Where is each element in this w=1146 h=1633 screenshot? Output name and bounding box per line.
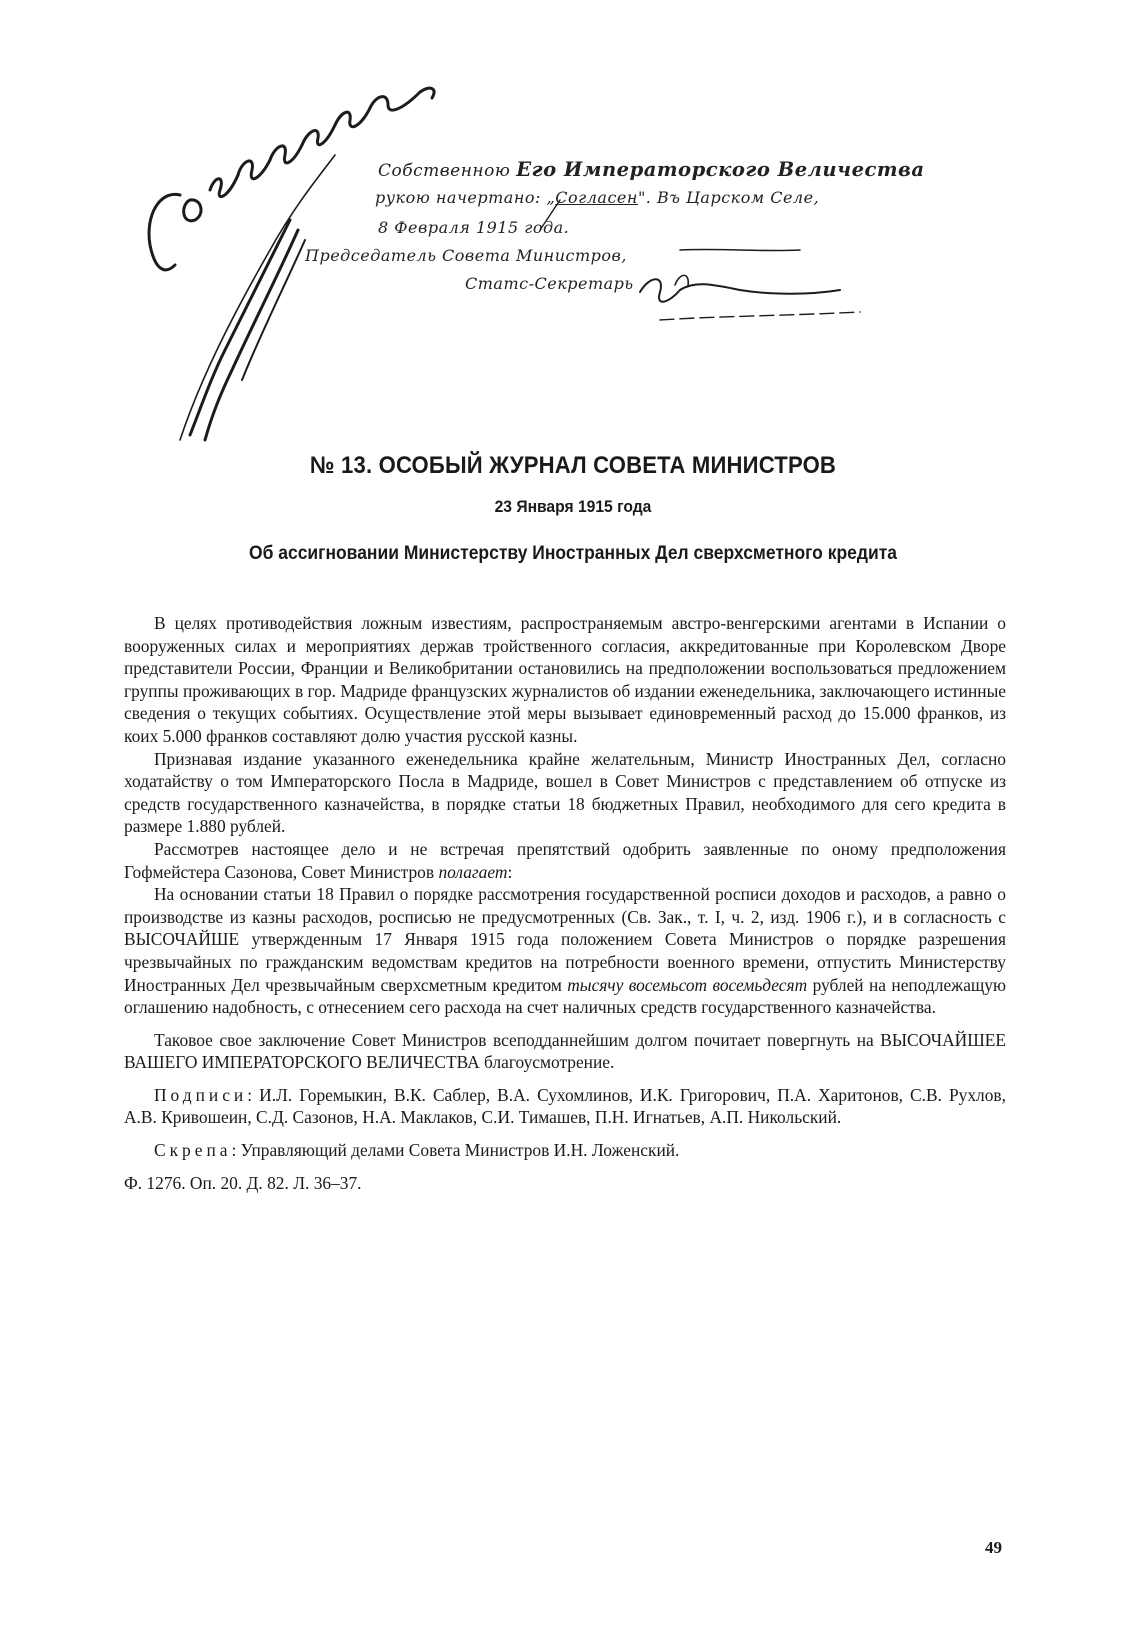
- archive-source: Ф. 1276. Оп. 20. Д. 82. Л. 36–37.: [124, 1172, 362, 1193]
- resolution-line-4: Председатель Совета Министров,: [305, 246, 627, 265]
- document-title: № 13. ОСОБЫЙ ЖУРНАЛ СОВЕТА МИНИСТРОВ: [309, 452, 837, 479]
- signatures: [124, 1084, 1006, 1129]
- paragraph-4-emph: тысячу восемьсот восемьдесят: [567, 974, 808, 995]
- resolution-line-1: [378, 158, 925, 181]
- resolution-line-2-suffix: ". Въ Царском Селе,: [637, 188, 820, 207]
- page-number: 49: [985, 1538, 1002, 1557]
- paragraph-3: [124, 838, 1006, 883]
- resolution-line-1-emph: Его Императорского Величества: [516, 158, 925, 181]
- skrepa-label: Скрепа: [154, 1140, 232, 1161]
- paragraph-1: В целях противодействия ложным известиям, распространяемым австро-венгерскими агентами в Испании о вооруженных силах и мероприятиях держав тройственного согласия, аккредитованные при Королевском Дворе представители России, Франции и Великобритании остановились на предположении воспользоваться предложением группы проживающих в гор. Мадриде французских журналистов об издании еженедельника, заключающего истинные сведения о текущих событиях. Осуществление этой меры вызывает единовременный расход до 15.000 франков, из коих 5.000 франков составляют долю участия русской казны.: [124, 613, 1006, 746]
- skrepa: [124, 1139, 1006, 1162]
- resolution-line-3: 8 Февраля 1915 года.: [378, 218, 570, 237]
- resolution-line-1-prefix: Собственною: [378, 161, 511, 181]
- paragraph-3-emph: полагает: [438, 861, 508, 882]
- document-subject: Об ассигновании Министерству Иностранных Дел сверхсметного кредита: [249, 543, 897, 564]
- paragraph-4: [124, 883, 1006, 1019]
- signatures-label: Подписи: [154, 1084, 248, 1105]
- paragraph-3-end: :: [507, 861, 513, 882]
- document-date: 23 Января 1915 года: [494, 497, 652, 516]
- resolution-line-2-prefix: рукою начертано: „: [375, 188, 556, 207]
- skrepa-text: : Управляющий делами Совета Министров И.Н. Ложенский.: [231, 1140, 680, 1161]
- paragraph-5: Таковое свое заключение Совет Министров всеподданнейшим долгом почитает повергнуть на ВЫСОЧАЙШЕЕ ВАШЕГО ИМПЕРАТОРСКОГО ВЕЛИЧЕСТВА благоусмотрение.: [124, 1029, 1006, 1073]
- handwritten-resolution: [120, 80, 925, 460]
- resolution-line-5: Статс-Секретарь: [465, 274, 634, 293]
- paragraph-4-text: На основании статьи 18 Правил о порядке рассмотрения государственной росписи доходов и расходов, а равно о производстве из казны расходов, росписью не предусмотренных (Св. Зак., т. I, ч. 2, изд. 1906 г.), и в согласность с ВЫСОЧАЙШЕ утвержденным 17 Января 1915 года положением Совета Министров о порядке разрешения чрезвычайных по гражданским ведомствам кредитов на потребности военного времени, отпустить Министерству Иностранных Дел чрезвычайным сверхсметным кредитом: [124, 884, 1006, 995]
- signature-strokes: [120, 80, 920, 460]
- paragraph-2: Признавая издание указанного еженедельника крайне желательным, Министр Иностранных Дел, согласно ходатайству о том Императорского Посла в Мадриде, вошел в Совет Министров с представлением об отпуске из средств государственного казначейства, в порядке статьи 18 бюджетных Правил, необходимого для сего кредита в размере 1.880 рублей.: [124, 748, 1006, 837]
- paragraph-3-text: Рассмотрев настоящее дело и не встречая препятствий одобрить заявленные по оному предположения Гофмейстера Сазонова, Совет Министров: [124, 838, 1006, 882]
- paragraph-4-end: рублей на неподлежащую оглашению надобность, с отнесением сего расхода на счет наличных средств государственного казначейства.: [124, 974, 1006, 1018]
- resolution-line-2-quote: Согласен: [555, 188, 638, 207]
- document-body: [124, 612, 1006, 1194]
- signatures-text: : И.Л. Горемыкин, В.К. Саблер, В.А. Сухомлинов, И.К. Григорович, П.А. Харитонов, С.В. Рухлов, А.В. Кривошеин, С.Д. Сазонов, Н.А. Маклаков, С.И. Тимашев, П.Н. Игнатьев, А.П. Никольский.: [124, 1084, 1006, 1128]
- resolution-line-2: [375, 188, 819, 207]
